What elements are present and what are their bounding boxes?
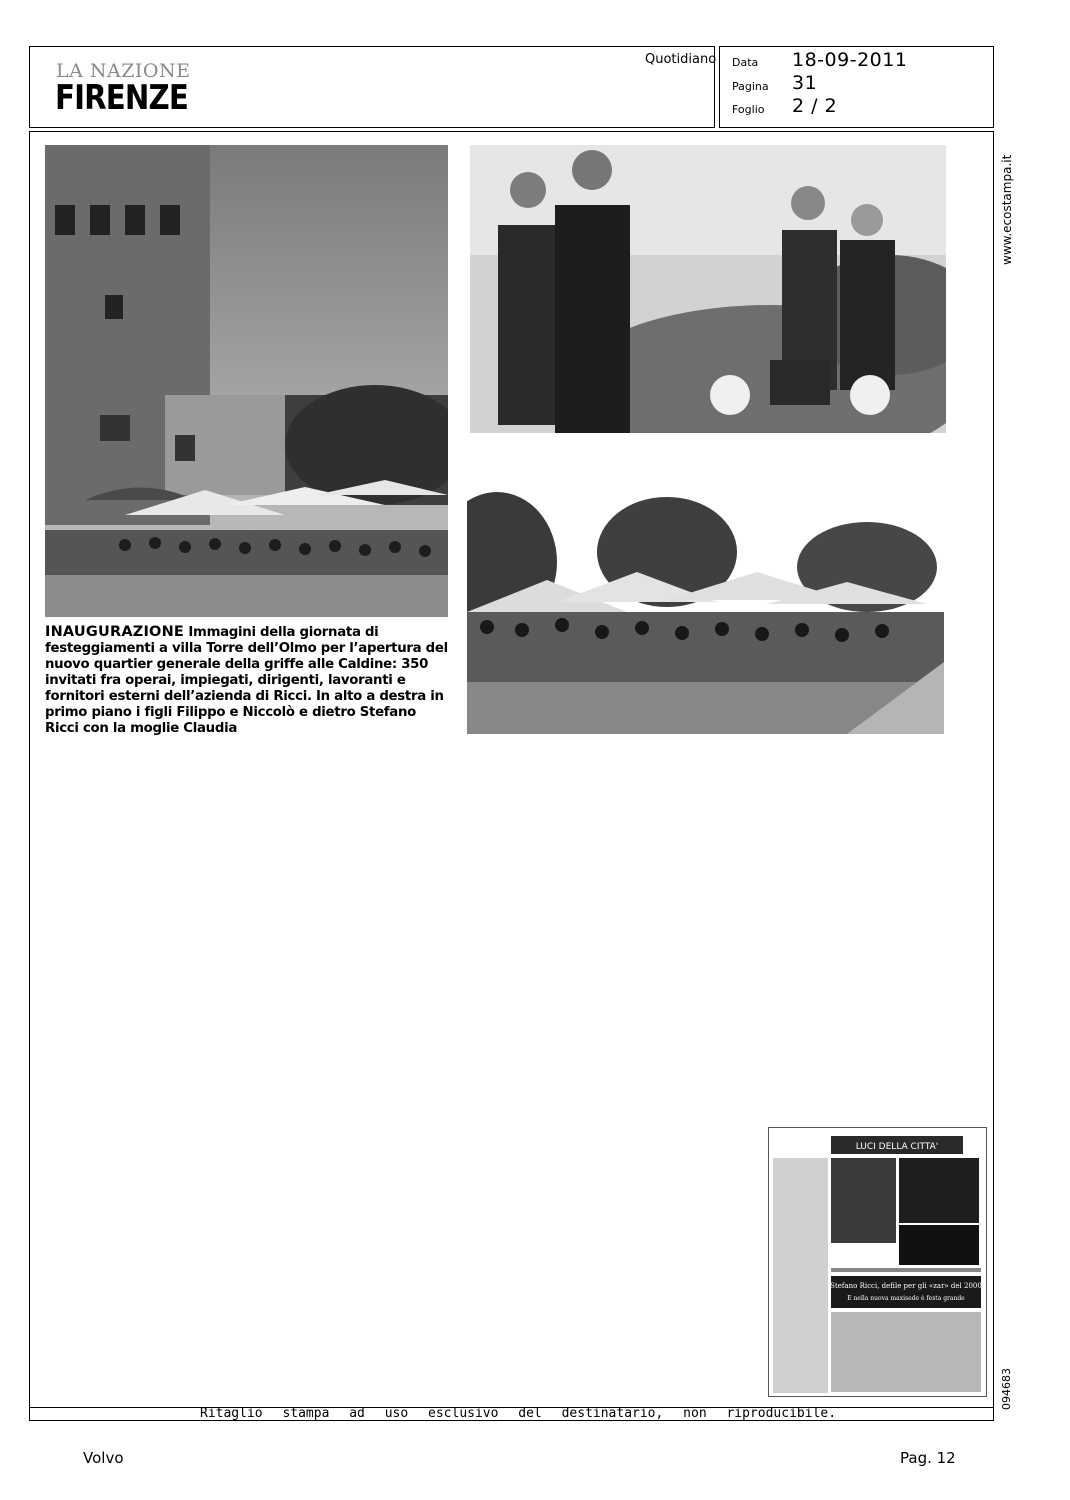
data-label: Data bbox=[732, 56, 759, 69]
thumb-subheadline: E nella nuova maxisede è festa grande bbox=[847, 1295, 965, 1302]
source-url: www.ecostampa.it bbox=[1000, 154, 1014, 265]
page-thumbnail bbox=[768, 1127, 987, 1397]
foglio-label: Foglio bbox=[732, 103, 765, 116]
footer-note: Ritaglio stampa ad uso esclusivo del destinatario, non riproducibile. bbox=[200, 1406, 837, 1421]
page-number: Pag. 12 bbox=[900, 1449, 956, 1467]
thumb-section-title: LUCI DELLA CITTA' bbox=[855, 1142, 939, 1152]
thumb-headline: Stefano Ricci, defile per gli «zar» del 2000 bbox=[830, 1282, 982, 1290]
garden-party-photo bbox=[467, 462, 944, 734]
caption-kicker: INAUGURAZIONE bbox=[45, 624, 185, 640]
pagina-label: Pagina bbox=[732, 80, 769, 93]
photo-caption bbox=[45, 624, 450, 737]
caption-text: Immagini della giornata di festeggiamenti a villa Torre dell’Olmo per l’apertura del nuovo quartier generale della griffe alle Caldine: 350 invitati fra operai, impiegati, dirigenti, lavoranti e fornitori esterni dell’azienda di Ricci. In alto a destra in primo piano i figli Filippo e Niccolò e dietro Stefano Ricci con la moglie Claudia bbox=[45, 625, 448, 736]
clipping-code: 094683 bbox=[1000, 1368, 1013, 1410]
publication-name: LA NAZIONE bbox=[56, 60, 191, 82]
family-car-photo bbox=[470, 145, 946, 433]
edition-name: FIRENZE bbox=[55, 78, 188, 118]
pagina-value: 31 bbox=[792, 72, 818, 94]
villa-photo bbox=[45, 145, 448, 617]
publication-type: Quotidiano bbox=[645, 52, 717, 67]
data-value: 18-09-2011 bbox=[792, 49, 908, 71]
foglio-value: 2 / 2 bbox=[792, 95, 838, 117]
client-name: Volvo bbox=[83, 1449, 124, 1467]
